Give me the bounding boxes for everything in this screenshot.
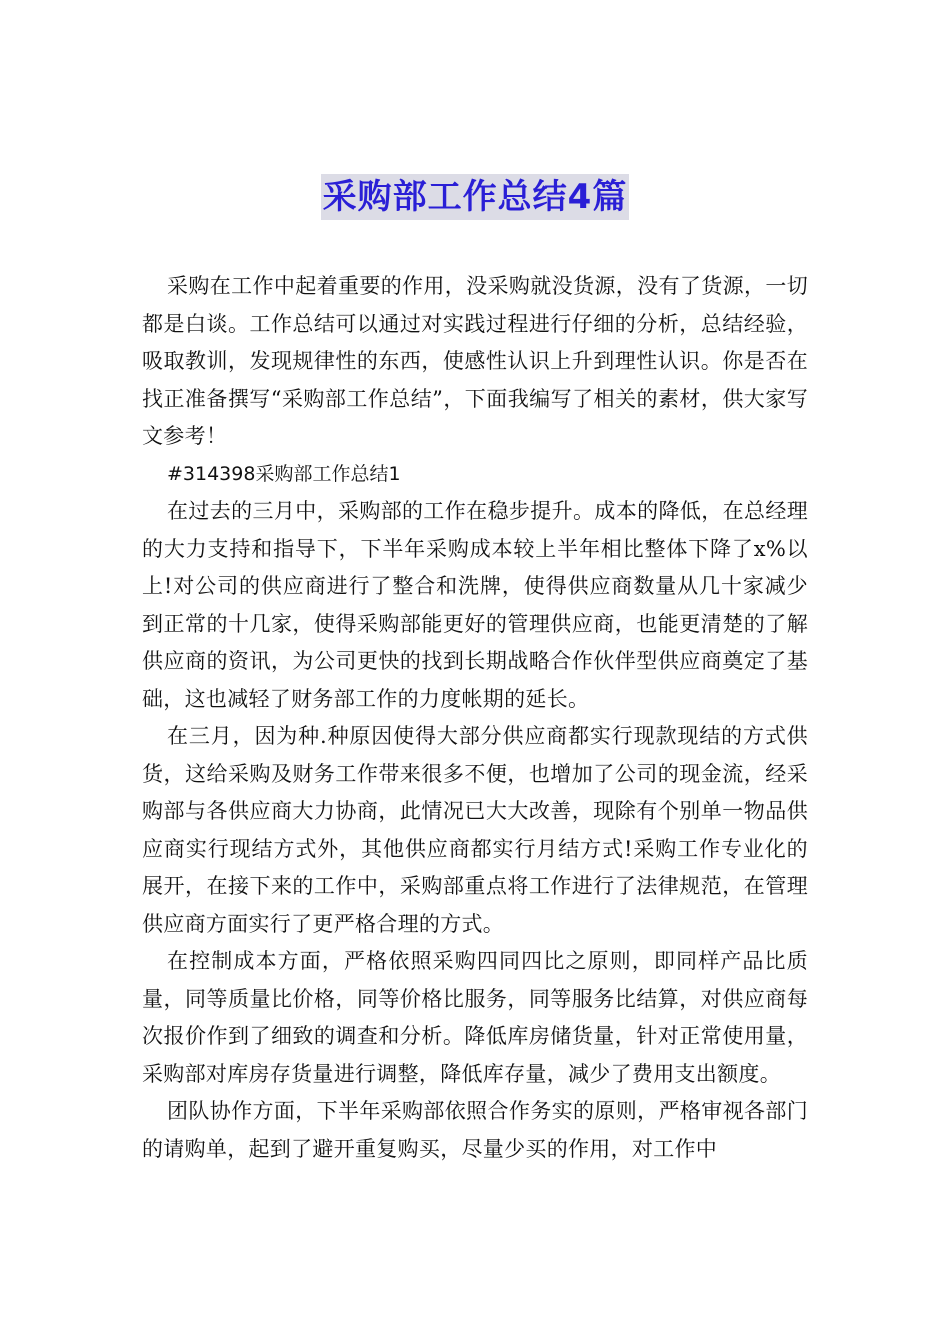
title-container xyxy=(0,174,950,220)
body-paragraph: 在三月，因为种.种原因使得大部分供应商都实行现款现结的方式供货，这给采购及财务工作带来很多不便，也增加了公司的现金流，经采购部与各供应商大力协商，此情况已大大改善，现除有个别单一物品供应商实行现结方式外，其他供应商都实行月结方式!采购工作专业化的展开，在接下来的工作中，采购部重点将工作进行了法律规范，在管理供应商方面实行了更严格合理的方式。 xyxy=(142,724,808,936)
document-body xyxy=(142,268,808,1168)
body-paragraph: 在过去的三月中，采购部的工作在稳步提升。成本的降低，在总经理的大力支持和指导下，下半年采购成本较上半年相比整体下降了x%以上!对公司的供应商进行了整合和洗牌，使得供应商数量从几十家减少到正常的十几家，使得采购部能更好的管理供应商，也能更清楚的了解供应商的资讯，为公司更快的找到长期战略合作伙伴型供应商奠定了基础，这也减轻了财务部工作的力度帐期的延长。 xyxy=(142,499,808,711)
body-paragraph: 团队协作方面，下半年采购部依照合作务实的原则，严格审视各部门的请购单，起到了避开重复购买，尽量少买的作用，对工作中 xyxy=(142,1099,808,1161)
body-paragraph: 在控制成本方面，严格依照采购四同四比之原则，即同样产品比质量，同等质量比价格，同等价格比服务，同等服务比结算，对供应商每次报价作到了细致的调查和分析。降低库房储货量，针对正常使用量，采购部对库房存货量进行调整，降低库存量，减少了费用支出额度。 xyxy=(142,949,808,1086)
section-heading: #314398采购部工作总结1 xyxy=(167,462,401,485)
document-title: 采购部工作总结4篇 xyxy=(321,174,630,220)
intro-paragraph: 采购在工作中起着重要的作用，没采购就没货源，没有了货源，一切都是白谈。工作总结可以通过对实践过程进行仔细的分析，总结经验，吸取教训，发现规律性的东西，使感性认识上升到理性认识。你是否在找正准备撰写“采购部工作总结”，下面我编写了相关的素材，供大家写文参考！ xyxy=(142,274,808,448)
